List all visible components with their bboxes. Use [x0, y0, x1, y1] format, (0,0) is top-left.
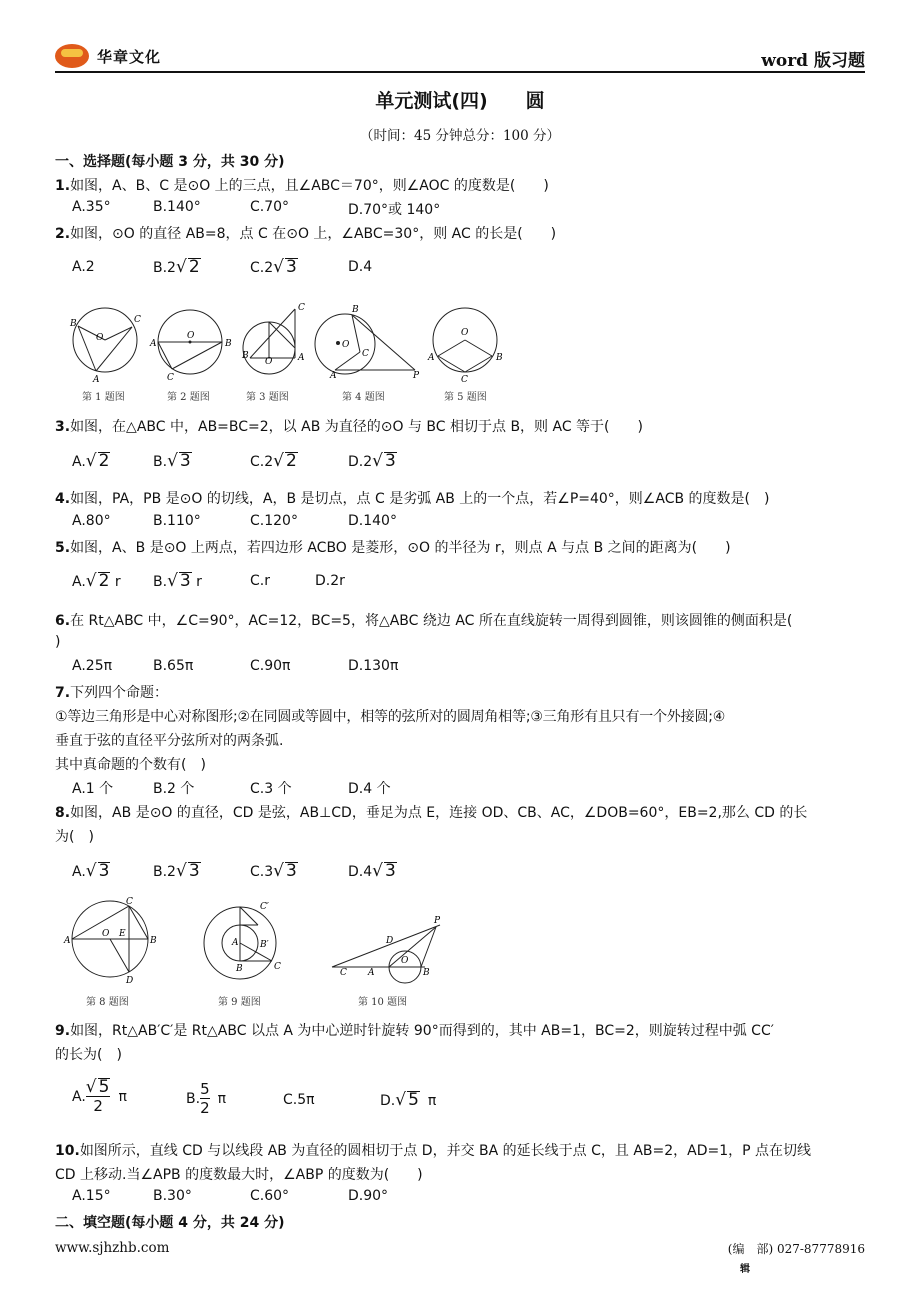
svg-text:C: C: [167, 373, 174, 383]
figure-9: [204, 902, 281, 979]
svg-text:B: B: [352, 305, 359, 315]
svg-text:O: O: [401, 956, 409, 966]
svg-text:O: O: [342, 340, 350, 350]
question-7-statements-cont: 垂直于弦的直径平分弦所对的两条弧.: [55, 733, 284, 749]
svg-text:C: C: [298, 303, 305, 313]
figure-10: [332, 916, 441, 983]
question-10: 10.如图所示，直线 CD 与以线段 AB 为直径的圆相切于点 D，并交 BA 的延长线于点 C，且 AB=2，AD=1，P 点在切线: [55, 1143, 812, 1159]
figure-4-caption: 第 4 题图: [342, 392, 385, 403]
svg-text:E: E: [119, 929, 126, 939]
q5-option-d: D.2r: [315, 573, 345, 589]
page-title: 单元测试(四) 圆: [375, 90, 545, 112]
q8-option-c: C.3√ 3: [250, 861, 297, 881]
figure-5-caption: 第 5 题图: [444, 392, 487, 403]
footer-website[interactable]: www.sjhzhb.com: [55, 1240, 170, 1256]
svg-text:B: B: [242, 351, 249, 361]
question-3: 3.如图，在△ABC 中，AB=BC=2，以 AB 为直径的⊙O 与 BC 相切于点 B，则 AC 等于( ): [55, 419, 643, 435]
svg-text:C: C: [274, 962, 281, 972]
question-10-cont: CD 上移动.当∠APB 的度数最大时，∠ABP 的度数为( ): [55, 1167, 423, 1183]
footer-phone-suffix: 辑: [740, 1264, 750, 1275]
logo-icon: [55, 44, 89, 68]
q7-option-a: A.1 个: [72, 781, 114, 797]
question-9-cont: 的长为( ): [55, 1047, 122, 1063]
svg-text:C: C: [126, 897, 133, 907]
figure-1-caption: 第 1 题图: [82, 392, 125, 403]
q4-option-a: A.80°: [72, 513, 111, 529]
svg-text:B: B: [225, 339, 232, 349]
svg-text:B: B: [423, 968, 430, 978]
header-divider: [55, 71, 865, 73]
q4-option-c: C.120°: [250, 513, 298, 529]
question-7: 7.下列四个命题：: [55, 685, 169, 701]
q10-option-d: D.90°: [348, 1188, 389, 1204]
svg-text:B: B: [70, 319, 77, 329]
svg-text:C: C: [340, 968, 347, 978]
footer-phone: (编 部) 027-87778916: [727, 1242, 865, 1256]
brand-name: 华章文化: [97, 47, 162, 66]
q2-option-d: D.4: [348, 259, 373, 275]
q7-option-b: B.2 个: [153, 781, 195, 797]
svg-text:C′: C′: [260, 902, 269, 912]
q6-option-c: C.90π: [250, 658, 291, 674]
svg-text:P: P: [434, 916, 441, 926]
question-7-prompt: 其中真命题的个数有( ): [55, 757, 206, 773]
svg-text:A: A: [298, 353, 305, 363]
question-4: 4.如图，PA，PB 是⊙O 的切线，A，B 是切点，点 C 是劣弧 AB 上的一个点，若∠P=40°，则∠ACB 的度数是( ): [55, 491, 770, 507]
svg-text:A: A: [428, 353, 435, 363]
svg-text:O: O: [187, 331, 195, 341]
q4-option-b: B.110°: [153, 513, 201, 529]
svg-text:A: A: [93, 375, 100, 385]
q1-option-d: D.70°或 140°: [348, 202, 441, 218]
svg-text:D: D: [126, 976, 134, 986]
question-9: 9.如图，Rt△AB′C′是 Rt△ABC 以点 A 为中心逆时针旋转 90°而得到的，其中 AB=1，BC=2，则旋转过程中弧 CC′: [55, 1023, 774, 1039]
page-subtitle: （时间：45 分钟总分：100 分）: [359, 128, 561, 144]
svg-text:C: C: [134, 315, 141, 325]
q9-option-a: A. $\frac{√ 5}{2}$ π: [72, 1077, 127, 1115]
svg-text:A: A: [150, 339, 157, 349]
q1-option-c: C.70°: [250, 199, 290, 215]
svg-text:B: B: [150, 936, 157, 946]
q9-option-b: B. $\frac{5}{2}$ π: [186, 1080, 227, 1117]
header-brand: [55, 44, 161, 68]
q10-option-a: A.15°: [72, 1188, 111, 1204]
q8-option-d: D.4√ 3: [348, 861, 396, 881]
q1-option-b: B.140°: [153, 199, 201, 215]
figure-1: [69, 308, 141, 385]
svg-text:O: O: [461, 328, 469, 338]
question-7-statements: ①等边三角形是中心对称图形;②在同圆或等圆中，相等的弦所对的圆周角相等;③三角形有且只有一个外接圆;④: [55, 709, 726, 725]
figures-row-2: [60, 895, 450, 995]
question-5: 5.如图，A、B 是⊙O 上两点，若四边形 ACBO 是菱形，⊙O 的半径为 r，则点 A 与点 B 之间的距离为( ): [55, 540, 731, 556]
question-6: 6.在 Rt△ABC 中，∠C=90°，AC=12，BC=5，将△ABC 绕边 AC 所在直线旋转一周得到圆锥，则该圆锥的侧面积是(: [55, 613, 793, 629]
q3-option-a: A.√ 2: [72, 451, 110, 471]
figure-3-caption: 第 3 题图: [246, 392, 289, 403]
question-6-cont: ): [55, 634, 61, 650]
q3-option-b: B.√ 3: [153, 451, 191, 471]
svg-text:A: A: [330, 371, 337, 381]
q10-option-c: C.60°: [250, 1188, 290, 1204]
figure-8-caption: 第 8 题图: [86, 997, 129, 1008]
q7-option-d: D.4 个: [348, 781, 391, 797]
q6-option-b: B.65π: [153, 658, 194, 674]
q8-option-b: B.2√ 3: [153, 861, 200, 881]
svg-text:B: B: [496, 353, 503, 363]
figure-3: [241, 303, 305, 374]
header-right-label: word 版习题: [761, 51, 865, 71]
section-title-choice: 一、选择题(每小题 3 分，共 30 分): [55, 154, 285, 170]
svg-text:B: B: [236, 964, 243, 974]
q9-option-c: C.5π: [283, 1092, 315, 1108]
figure-4: [315, 305, 420, 381]
figure-2: [149, 310, 232, 383]
q2-option-a: A.2: [72, 259, 95, 275]
q8-option-a: A.√ 3: [72, 861, 110, 881]
figure-9-caption: 第 9 题图: [218, 997, 261, 1008]
q5-option-c: C.r: [250, 573, 270, 589]
figure-5: [427, 308, 503, 385]
svg-text:A: A: [64, 936, 71, 946]
question-2: 2.如图，⊙O 的直径 AB=8，点 C 在⊙O 上，∠ABC=30°，则 AC 的长是( ): [55, 226, 557, 242]
q2-option-b: B.2√ 2: [153, 257, 200, 277]
svg-text:O: O: [102, 929, 110, 939]
q7-option-c: C.3 个: [250, 781, 292, 797]
svg-text:D: D: [386, 936, 394, 946]
svg-text:O: O: [265, 357, 273, 367]
svg-text:O: O: [96, 333, 104, 343]
question-8: 8.如图，AB 是⊙O 的直径，CD 是弦，AB⊥CD，垂足为点 E，连接 OD、CB、AC，∠DOB=60°，EB=2,那么 CD 的长: [55, 805, 808, 821]
q9-option-d: D.√ 5 π: [380, 1090, 437, 1110]
figure-10-caption: 第 10 题图: [358, 997, 408, 1008]
q1-option-a: A.35°: [72, 199, 111, 215]
q5-option-b: B.√ 3 r: [153, 571, 202, 591]
svg-text:A: A: [368, 968, 375, 978]
svg-text:B′: B′: [260, 940, 269, 950]
q5-option-a: A.√ 2 r: [72, 571, 121, 591]
q6-option-a: A.25π: [72, 658, 113, 674]
section-title-fill: 二、填空题(每小题 4 分，共 24 分): [55, 1215, 285, 1231]
figure-8: [63, 897, 157, 986]
svg-text:A: A: [232, 938, 239, 948]
question-1: 1.如图，A、B、C 是⊙O 上的三点，且∠ABC＝70°，则∠AOC 的度数是( ): [55, 178, 549, 194]
q3-option-c: C.2√ 2: [250, 451, 297, 471]
svg-text:C: C: [461, 375, 468, 385]
question-8-cont: 为( ): [55, 829, 94, 845]
q2-option-c: C.2√ 3: [250, 257, 297, 277]
q6-option-d: D.130π: [348, 658, 399, 674]
svg-text:C: C: [362, 349, 369, 359]
svg-text:P: P: [413, 371, 420, 381]
q3-option-d: D.2√ 3: [348, 451, 396, 471]
q10-option-b: B.30°: [153, 1188, 192, 1204]
q4-option-d: D.140°: [348, 513, 397, 529]
figure-2-caption: 第 2 题图: [167, 392, 210, 403]
